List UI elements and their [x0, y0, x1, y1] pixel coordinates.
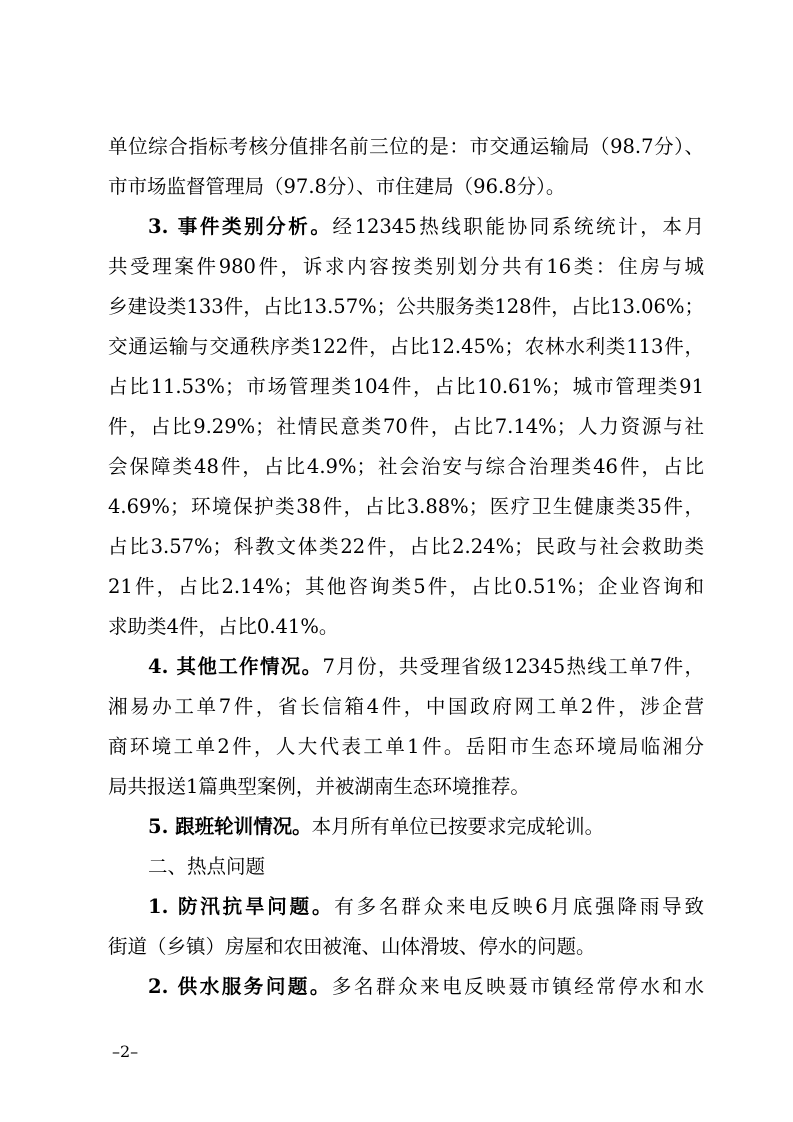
section-4-text: 7月份，共受理省级12345热线工单7件，	[322, 655, 704, 678]
section-5-heading: 5. 跟班轮训情况。	[148, 815, 312, 838]
issue-2-line	[148, 972, 704, 1002]
text-line: 湘易办工单7件，省长信箱4件，中国政府网工单2件，涉企营	[108, 695, 704, 718]
text-line: 求助类4件，占比0.41%。	[108, 615, 339, 638]
issue-1-heading: 1. 防汛抗旱问题。	[148, 895, 335, 918]
text-line: 局共报送1篇典型案例，并被湖南生态环境推荐。	[108, 775, 530, 798]
section-4-line	[148, 652, 704, 682]
text-line: 街道（乡镇）房屋和农田被淹、山体滑坡、停水的问题。	[108, 935, 596, 958]
page-number: –2–	[112, 1042, 139, 1061]
text-line: 单位综合指标考核分值排名前三位的是：市交通运输局（98.7分）、	[108, 135, 704, 158]
text-line: 占比3.57%；科教文体类22件，占比2.24%；民政与社会救助类	[108, 535, 704, 558]
issue-2-text: 多名群众来电反映聂市镇经常停水和水	[331, 975, 704, 998]
text-line: 4.69%；环境保护类38件，占比3.88%；医疗卫生健康类35件，	[108, 495, 704, 518]
part-2-heading: 二、热点问题	[148, 855, 266, 878]
section-3-heading: 3. 事件类别分析。	[148, 215, 333, 238]
text-line: 21件，占比2.14%；其他咨询类5件，占比0.51%；企业咨询和	[108, 575, 704, 598]
text-line: 件，占比9.29%；社情民意类70件，占比7.14%；人力资源与社	[108, 415, 704, 438]
text-line: 商环境工单2件，人大代表工单1件。岳阳市生态环境局临湘分	[108, 735, 704, 758]
section-5-line	[148, 812, 704, 842]
section-3-line	[148, 212, 704, 242]
issue-1-text: 有多名群众来电反映6月底强降雨导致	[334, 895, 704, 918]
text-line: 占比11.53%；市场管理类104件，占比10.61%；城市管理类91	[108, 375, 704, 398]
text-line: 交通运输与交通秩序类122件，占比12.45%；农林水利类113件，	[108, 335, 704, 358]
text-line: 市市场监督管理局（97.8分）、市住建局（96.8分）。	[108, 175, 566, 198]
section-5-text: 本月所有单位已按要求完成轮训。	[311, 815, 605, 838]
text-line: 会保障类48件，占比4.9%；社会治安与综合治理类46件，占比	[108, 455, 704, 478]
text-line: 共受理案件980件，诉求内容按类别划分共有16类：住房与城	[108, 255, 704, 278]
section-3-text: 经12345热线职能协同系统统计，本月	[332, 215, 704, 238]
section-4-heading: 4. 其他工作情况。	[148, 655, 323, 678]
issue-1-line	[148, 892, 704, 922]
issue-2-heading: 2. 供水服务问题。	[148, 975, 332, 998]
text-line: 乡建设类133件，占比13.57%；公共服务类128件，占比13.06%；	[108, 295, 704, 318]
